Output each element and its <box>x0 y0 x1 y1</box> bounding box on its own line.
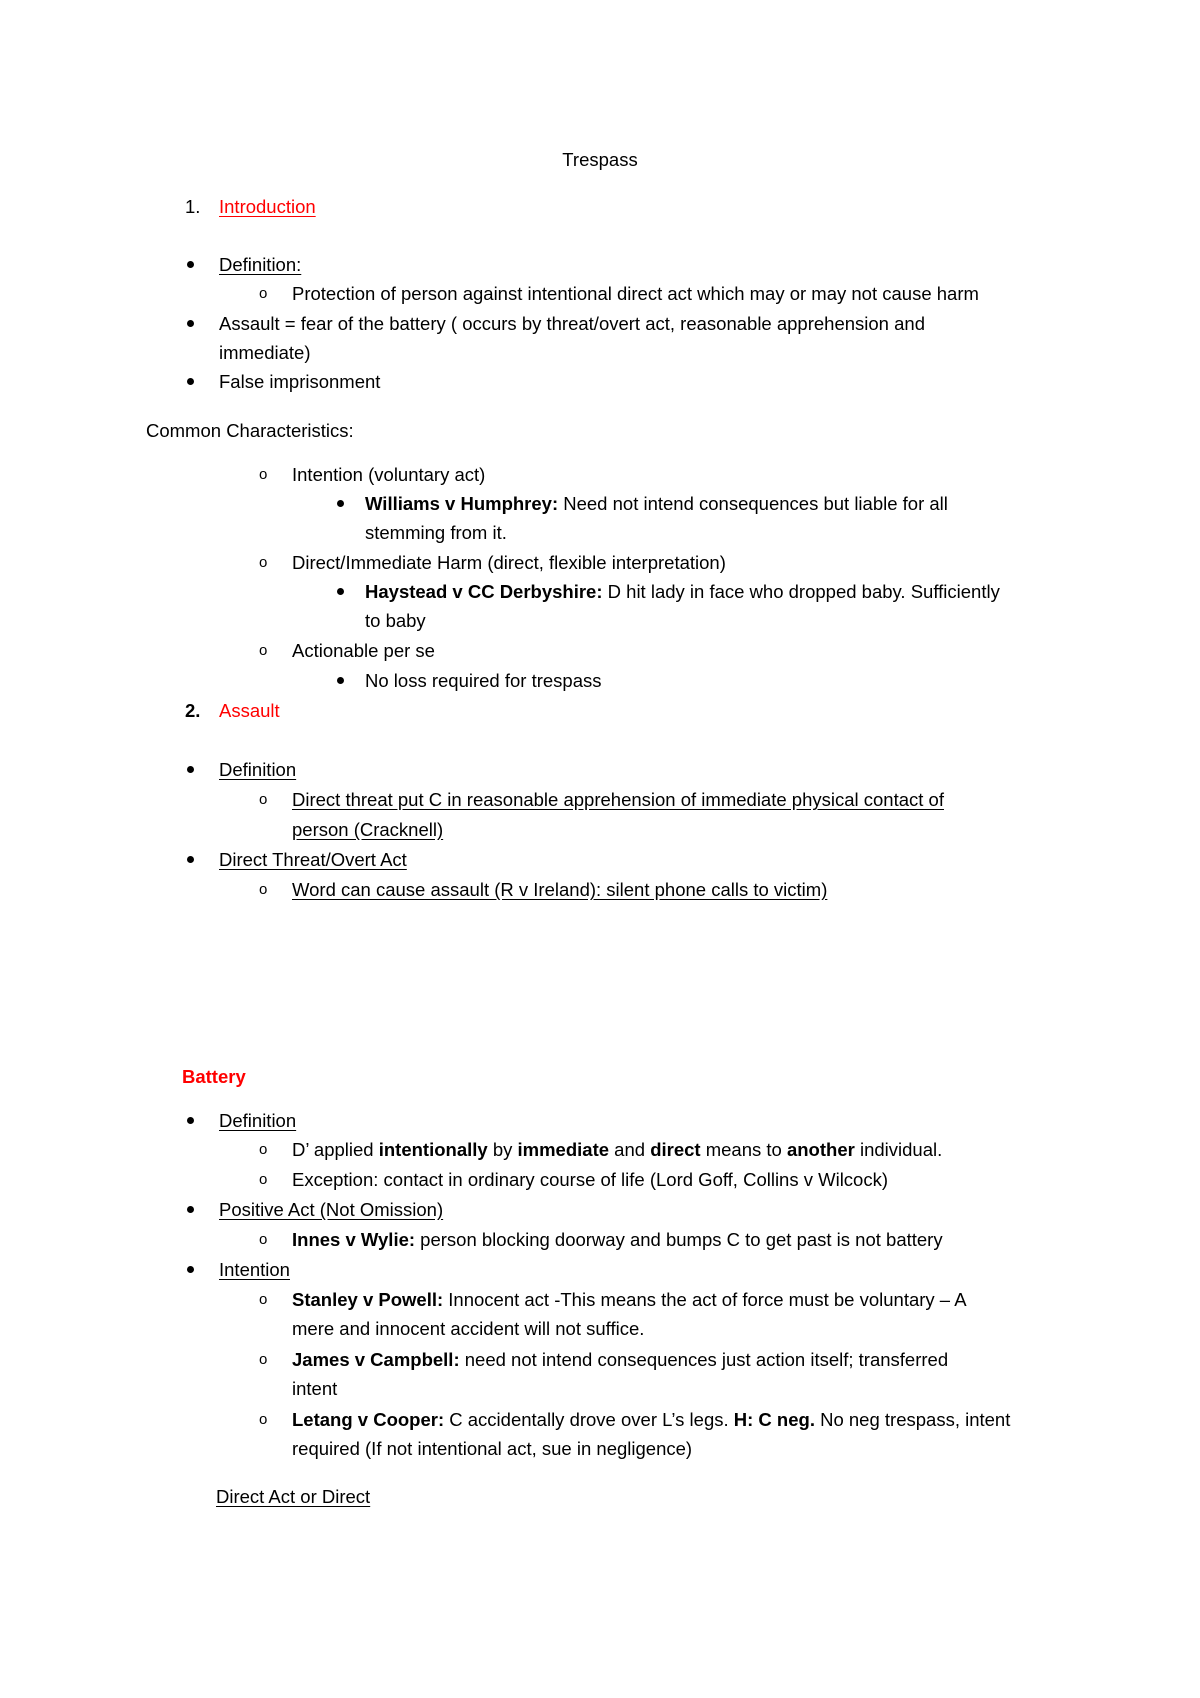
no-loss-item: No loss required for trespass <box>365 670 602 691</box>
assault-definition-line2: person (Cracknell) <box>292 819 444 840</box>
section-number: 2. <box>185 700 201 721</box>
text-run: by <box>487 1139 518 1160</box>
bullet-icon <box>337 500 344 507</box>
case-name: James v Campbell: <box>292 1349 460 1370</box>
sub-bullet-icon: o <box>259 1231 268 1248</box>
assault-text-line1: Assault = fear of the battery ( occurs by threat/overt act, reasonable apprehension and <box>219 313 925 334</box>
case-letang-line2: required (If not intentional act, sue in negligence) <box>292 1438 693 1459</box>
definition-text: Protection of person against intentional direct act which may or may not cause harm <box>292 283 979 304</box>
sub-bullet-icon: o <box>259 642 268 659</box>
direct-threat-text: Word can cause assault (R v Ireland): silent phone calls to victim) <box>292 879 828 900</box>
case-james <box>292 1349 948 1371</box>
battery-definition-label: Definition <box>219 1110 297 1131</box>
case-text: C accidentally drove over L’s legs. <box>444 1409 734 1430</box>
bullet-icon <box>187 856 194 863</box>
case-name: Innes v Wylie: <box>292 1229 416 1250</box>
bullet-icon <box>187 320 194 327</box>
bullet-icon <box>187 378 194 385</box>
case-williams <box>365 493 948 515</box>
assault-text-line2: immediate) <box>219 342 311 363</box>
case-name: Stanley v Powell: <box>292 1289 444 1310</box>
sub-bullet-icon: o <box>259 1141 268 1158</box>
case-haystead-line2: to baby <box>365 610 426 631</box>
case-text: Innocent act -This means the act of force must be voluntary – A <box>443 1289 967 1310</box>
bullet-icon <box>337 677 344 684</box>
case-text: need not intend consequences just action itself; transferred <box>459 1349 949 1370</box>
text-run-bold: another <box>786 1139 855 1160</box>
sub-bullet-icon: o <box>259 791 268 808</box>
direct-act-heading: Direct Act or Direct <box>216 1486 371 1507</box>
sub-bullet-icon: o <box>259 1351 268 1368</box>
sub-bullet-icon: o <box>259 881 268 898</box>
section-heading-introduction: Introduction <box>219 196 316 217</box>
case-stanley-line2: mere and innocent accident will not suffice. <box>292 1318 645 1339</box>
section-number: 1. <box>185 196 201 217</box>
case-holding: H: C neg. <box>733 1409 815 1430</box>
section-heading-battery: Battery <box>182 1066 246 1087</box>
case-name: Haystead v CC Derbyshire: <box>365 581 603 602</box>
text-run: and <box>609 1139 651 1160</box>
case-williams-line2: stemming from it. <box>365 522 507 543</box>
text-run-bold: immediate <box>517 1139 610 1160</box>
bullet-icon <box>187 1206 194 1213</box>
definition-label: Definition: <box>219 254 302 275</box>
section-heading-assault: Assault <box>219 700 280 721</box>
text-run: D’ applied <box>292 1139 379 1160</box>
assault-definition-label: Definition <box>219 759 297 780</box>
bullet-icon <box>337 588 344 595</box>
bullet-icon <box>187 1117 194 1124</box>
case-james-line2: intent <box>292 1378 338 1399</box>
case-letang <box>292 1409 1010 1431</box>
text-run: means to <box>700 1139 787 1160</box>
case-name: Letang v Cooper: <box>292 1409 445 1430</box>
case-haystead <box>365 581 1000 603</box>
false-imprisonment-text: False imprisonment <box>219 371 381 392</box>
positive-act-label: Positive Act (Not Omission) <box>219 1199 444 1220</box>
sub-bullet-icon: o <box>259 1171 268 1188</box>
case-text: No neg trespass, intent <box>814 1409 1011 1430</box>
battery-intention-label: Intention <box>219 1259 290 1280</box>
text-run: individual. <box>854 1139 943 1160</box>
case-text: D hit lady in face who dropped baby. Sufficiently <box>602 581 1000 602</box>
assault-definition-line1: Direct threat put C in reasonable apprehension of immediate physical contact of <box>292 789 944 810</box>
sub-bullet-icon: o <box>259 554 268 571</box>
case-text: Need not intend consequences but liable for all <box>558 493 948 514</box>
bullet-icon <box>187 261 194 268</box>
text-run-bold: direct <box>650 1139 701 1160</box>
battery-definition-text <box>292 1139 942 1161</box>
common-characteristics-heading: Common Characteristics: <box>146 420 354 441</box>
sub-bullet-icon: o <box>259 466 268 483</box>
sub-bullet-icon: o <box>259 1291 268 1308</box>
text-run-bold: intentionally <box>378 1139 488 1160</box>
case-text: person blocking doorway and bumps C to get past is not battery <box>415 1229 943 1250</box>
page-title: Trespass <box>562 149 638 170</box>
bullet-icon <box>187 766 194 773</box>
case-stanley <box>292 1289 967 1311</box>
intention-item: Intention (voluntary act) <box>292 464 486 485</box>
case-innes <box>292 1229 943 1251</box>
sub-bullet-icon: o <box>259 285 268 302</box>
direct-threat-label: Direct Threat/Overt Act <box>219 849 407 870</box>
battery-exception-text: Exception: contact in ordinary course of life (Lord Goff, Collins v Wilcock) <box>292 1169 889 1190</box>
direct-harm-item: Direct/Immediate Harm (direct, flexible interpretation) <box>292 552 726 573</box>
actionable-item: Actionable per se <box>292 640 435 661</box>
bullet-icon <box>187 1266 194 1273</box>
case-name: Williams v Humphrey: <box>365 493 559 514</box>
sub-bullet-icon: o <box>259 1411 268 1428</box>
